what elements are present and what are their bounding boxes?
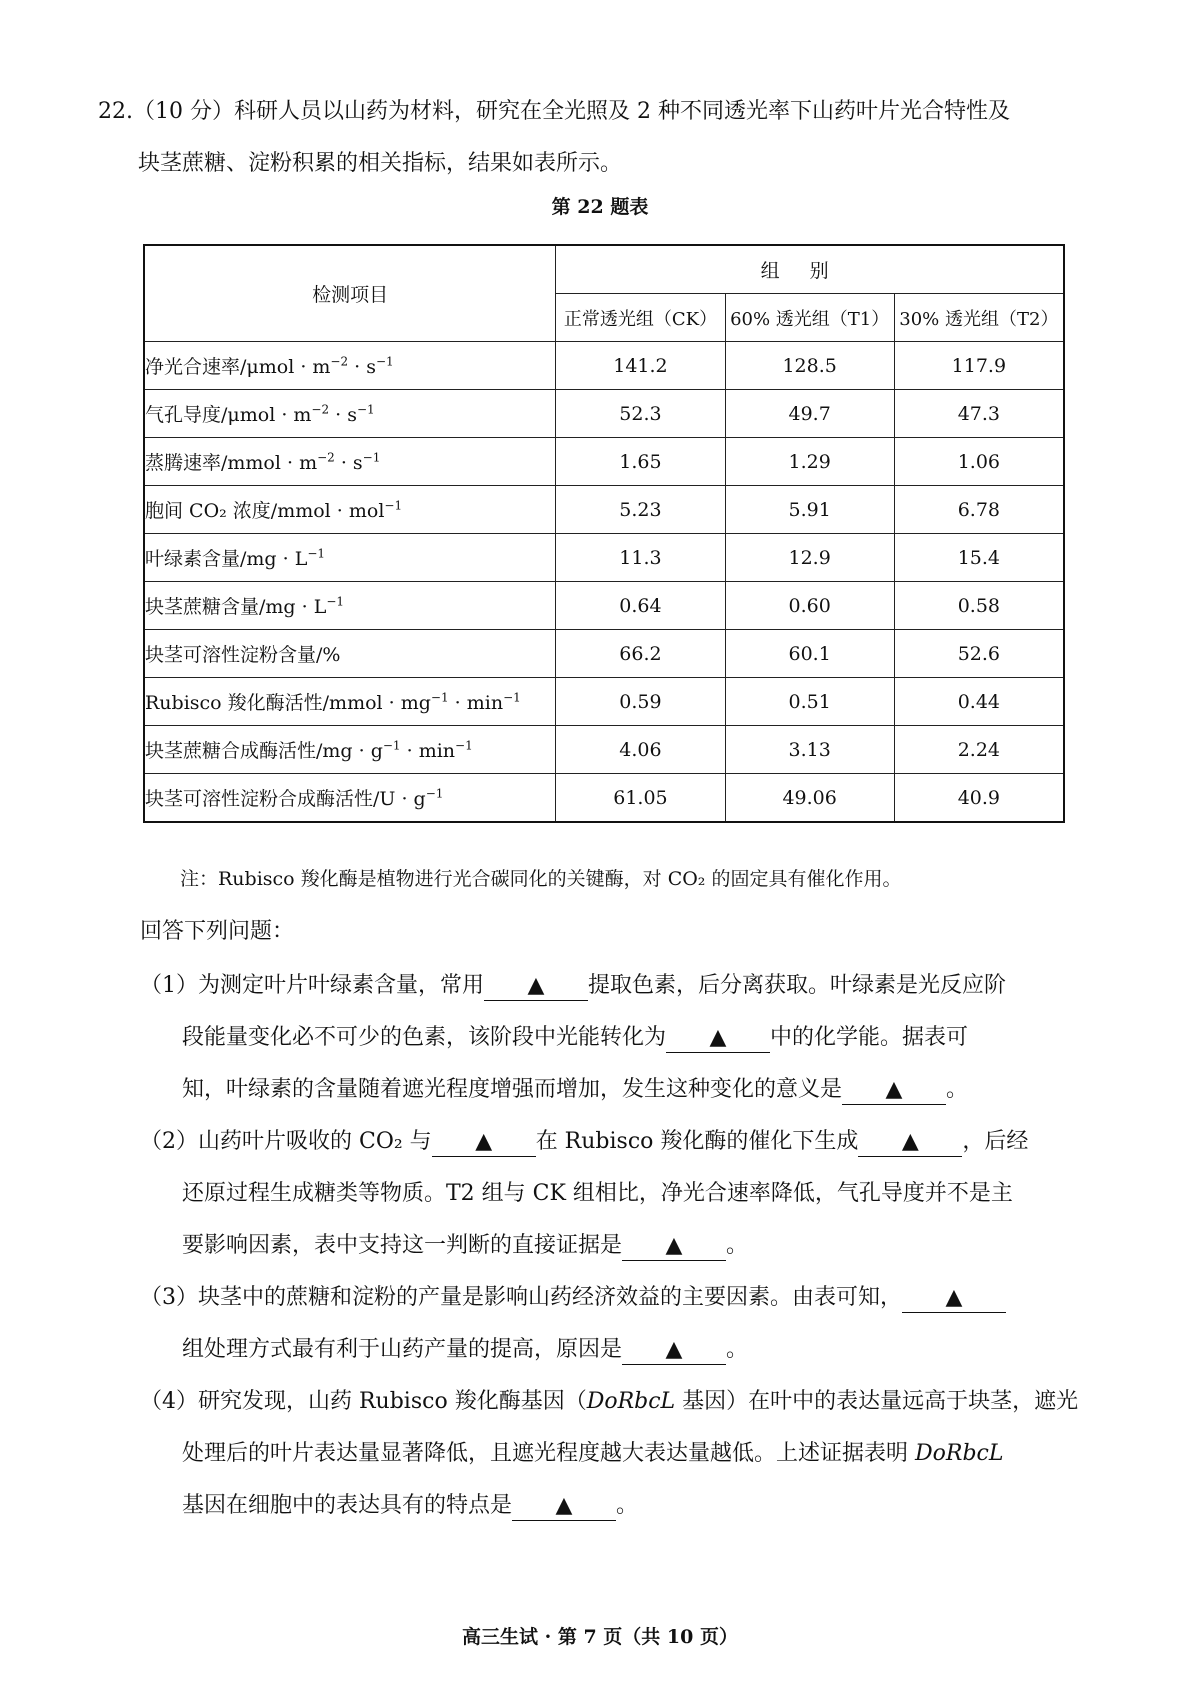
cell-t2: 117.9	[894, 342, 1064, 390]
question-4	[140, 1376, 1080, 1532]
row-label	[144, 582, 556, 630]
intro-line-2: 块茎蔗糖、淀粉积累的相关指标，结果如表所示。	[138, 151, 623, 176]
q1-text-c: 段能量变化必不可少的色素，该阶段中光能转化为	[182, 1025, 667, 1050]
answer-heading: 回答下列问题：	[140, 919, 295, 944]
q4-text-e: 。	[616, 1493, 639, 1518]
cell-t2: 0.58	[894, 582, 1064, 630]
table-row	[144, 534, 1064, 582]
label-text: 块茎可溶性淀粉含量/%	[145, 644, 341, 666]
intro-text-1: 科研人员以山药为材料，研究在全光照及 2 种不同透光率下山药叶片光合特性及	[234, 99, 1010, 124]
table-row	[144, 342, 1064, 390]
cell-t1: 49.06	[725, 774, 894, 823]
q2-text-a: （2）山药叶片吸收的 CO₂ 与	[140, 1129, 432, 1154]
q2-line-3	[140, 1220, 1080, 1272]
q3-text-c: 。	[726, 1337, 749, 1362]
unit-exponent: −2	[317, 450, 335, 465]
q4-line-2	[140, 1428, 1080, 1480]
label-text: 块茎蔗糖含量/mg · L	[145, 596, 327, 618]
cell-ck: 0.59	[556, 678, 725, 726]
answer-blank[interactable]: ▲	[484, 972, 588, 1001]
q4-text-b: 基因）在叶中的表达量远高于块茎，遮光	[675, 1389, 1079, 1414]
row-label	[144, 726, 556, 774]
label-text: 净光合速率/μmol · m	[145, 356, 331, 378]
table-body	[144, 342, 1064, 823]
cell-t1: 5.91	[725, 486, 894, 534]
table-row	[144, 774, 1064, 823]
cell-t2: 0.44	[894, 678, 1064, 726]
label-text: 块茎蔗糖合成酶活性/mg · g	[145, 740, 383, 762]
unit-exponent: −1	[503, 690, 521, 705]
column-header-t1: 60% 透光组（T1）	[725, 294, 894, 342]
table-note: 注：Rubisco 羧化酶是植物进行光合碳同化的关键酶，对 CO₂ 的固定具有催化作用。	[180, 868, 902, 890]
unit-exponent: −1	[307, 546, 326, 561]
q3-text-a: （3）块茎中的蔗糖和淀粉的产量是影响山药经济效益的主要因素。由表可知，	[140, 1285, 902, 1310]
table-row	[144, 630, 1064, 678]
table-row	[144, 678, 1064, 726]
table-row	[144, 726, 1064, 774]
cell-t2: 40.9	[894, 774, 1064, 823]
q1-text-a: （1）为测定叶片叶绿素含量，常用	[140, 973, 484, 998]
q1-text-d: 中的化学能。据表可	[770, 1025, 969, 1050]
cell-t2: 2.24	[894, 726, 1064, 774]
unit-exponent: −1	[376, 354, 394, 369]
cell-t2: 52.6	[894, 630, 1064, 678]
label-text: · s	[334, 452, 363, 474]
q2-text-c: ，后经	[962, 1129, 1029, 1154]
q2-text-f: 。	[726, 1233, 749, 1258]
page-footer: 高三生试 · 第 7 页（共 10 页）	[462, 1626, 738, 1648]
question-1	[140, 960, 1080, 1116]
question-intro	[98, 86, 1078, 190]
cell-ck: 52.3	[556, 390, 725, 438]
row-label	[144, 678, 556, 726]
answer-blank[interactable]: ▲	[622, 1232, 726, 1261]
label-text: 蒸腾速率/mmol · m	[145, 452, 318, 474]
q1-text-b: 提取色素，后分离获取。叶绿素是光反应阶	[588, 973, 1007, 998]
q1-line-1	[140, 960, 1080, 1012]
cell-t1: 60.1	[725, 630, 894, 678]
answer-blank[interactable]: ▲	[842, 1076, 946, 1105]
column-header-t2: 30% 透光组（T2）	[894, 294, 1064, 342]
column-header-ck: 正常透光组（CK）	[556, 294, 725, 342]
cell-ck: 5.23	[556, 486, 725, 534]
unit-exponent: −1	[357, 402, 375, 417]
question-3	[140, 1272, 1080, 1376]
label-text: Rubisco 羧化酶活性/mmol · mg	[145, 692, 431, 714]
unit-exponent: −1	[430, 690, 449, 705]
cell-ck: 4.06	[556, 726, 725, 774]
row-label	[144, 486, 556, 534]
answer-blank[interactable]: ▲	[432, 1128, 536, 1157]
answer-blank[interactable]: ▲	[902, 1284, 1006, 1313]
cell-t1: 1.29	[725, 438, 894, 486]
answer-blank[interactable]: ▲	[512, 1492, 616, 1521]
cell-ck: 66.2	[556, 630, 725, 678]
q3-line-2	[140, 1324, 1080, 1376]
question-number: 22.	[98, 99, 133, 124]
label-text: 块茎可溶性淀粉合成酶活性/U · g	[145, 788, 426, 810]
q2-line-1	[140, 1116, 1080, 1168]
table-caption: 第 22 题表	[551, 196, 649, 218]
q4-line-3	[140, 1480, 1080, 1532]
q4-text-a: （4）研究发现，山药 Rubisco 羧化酶基因（	[140, 1389, 587, 1414]
row-label	[144, 774, 556, 823]
cell-t1: 0.51	[725, 678, 894, 726]
cell-t2: 6.78	[894, 486, 1064, 534]
answer-blank[interactable]: ▲	[622, 1336, 726, 1365]
gene-name: DoRbcL	[586, 1389, 676, 1414]
row-label	[144, 630, 556, 678]
intro-line-1	[98, 86, 1078, 138]
unit-exponent: −1	[382, 738, 401, 753]
unit-exponent: −1	[362, 450, 381, 465]
unit-exponent: −2	[311, 402, 330, 417]
q4-line-1	[140, 1376, 1080, 1428]
q1-text-e: 知，叶绿素的含量随着遮光程度增强而增加，发生这种变化的意义是	[182, 1077, 843, 1102]
q2-text-b: 在 Rubisco 羧化酶的催化下生成	[535, 1129, 859, 1154]
table-row	[144, 390, 1064, 438]
cell-t2: 1.06	[894, 438, 1064, 486]
label-text: 胞间 CO₂ 浓度/mmol · mol	[145, 500, 385, 522]
unit-exponent: −2	[330, 354, 349, 369]
q1-line-3	[140, 1064, 1080, 1116]
q1-text-f: 。	[946, 1077, 969, 1102]
item-header: 检测项目	[144, 245, 556, 342]
row-label	[144, 534, 556, 582]
answer-blank[interactable]: ▲	[666, 1024, 770, 1053]
label-text: 叶绿素含量/mg · L	[145, 548, 308, 570]
cell-t2: 47.3	[894, 390, 1064, 438]
label-text: · s	[348, 356, 376, 378]
row-label	[144, 390, 556, 438]
row-label	[144, 438, 556, 486]
cell-t1: 3.13	[725, 726, 894, 774]
cell-ck: 1.65	[556, 438, 725, 486]
q4-text-d: 基因在细胞中的表达具有的特点是	[182, 1493, 513, 1518]
q2-line-2: 还原过程生成糖类等物质。T2 组与 CK 组相比，净光合速率降低，气孔导度并不是主	[182, 1181, 1013, 1206]
q1-line-2	[140, 1012, 1080, 1064]
row-label	[144, 342, 556, 390]
cell-t2: 15.4	[894, 534, 1064, 582]
cell-ck: 11.3	[556, 534, 725, 582]
group-header: 组别	[556, 245, 1064, 294]
cell-t1: 128.5	[725, 342, 894, 390]
unit-exponent: −1	[425, 786, 444, 801]
question-score: （10 分）	[133, 99, 234, 124]
label-text: · min	[400, 740, 456, 762]
table-row	[144, 438, 1064, 486]
cell-ck: 141.2	[556, 342, 725, 390]
label-text: 气孔导度/μmol · m	[145, 404, 312, 426]
label-text: · s	[329, 404, 357, 426]
gene-name: DoRbcL	[915, 1441, 1004, 1466]
unit-exponent: −1	[384, 498, 403, 513]
q3-line-1	[140, 1272, 1080, 1324]
data-table	[143, 244, 1065, 823]
cell-t1: 49.7	[725, 390, 894, 438]
unit-exponent: −1	[326, 594, 345, 609]
cell-ck: 61.05	[556, 774, 725, 823]
q3-text-b: 组处理方式最有利于山药产量的提高，原因是	[182, 1337, 623, 1362]
answer-blank[interactable]: ▲	[858, 1128, 962, 1157]
q4-text-c: 处理后的叶片表达量显著降低，且遮光程度越大表达量越低。上述证据表明	[182, 1441, 915, 1466]
table-row	[144, 582, 1064, 630]
cell-ck: 0.64	[556, 582, 725, 630]
question-2	[140, 1116, 1080, 1272]
label-text: · min	[448, 692, 504, 714]
q2-text-e: 要影响因素，表中支持这一判断的直接证据是	[182, 1233, 623, 1258]
unit-exponent: −1	[455, 738, 473, 753]
cell-t1: 0.60	[725, 582, 894, 630]
table-row	[144, 486, 1064, 534]
cell-t1: 12.9	[725, 534, 894, 582]
